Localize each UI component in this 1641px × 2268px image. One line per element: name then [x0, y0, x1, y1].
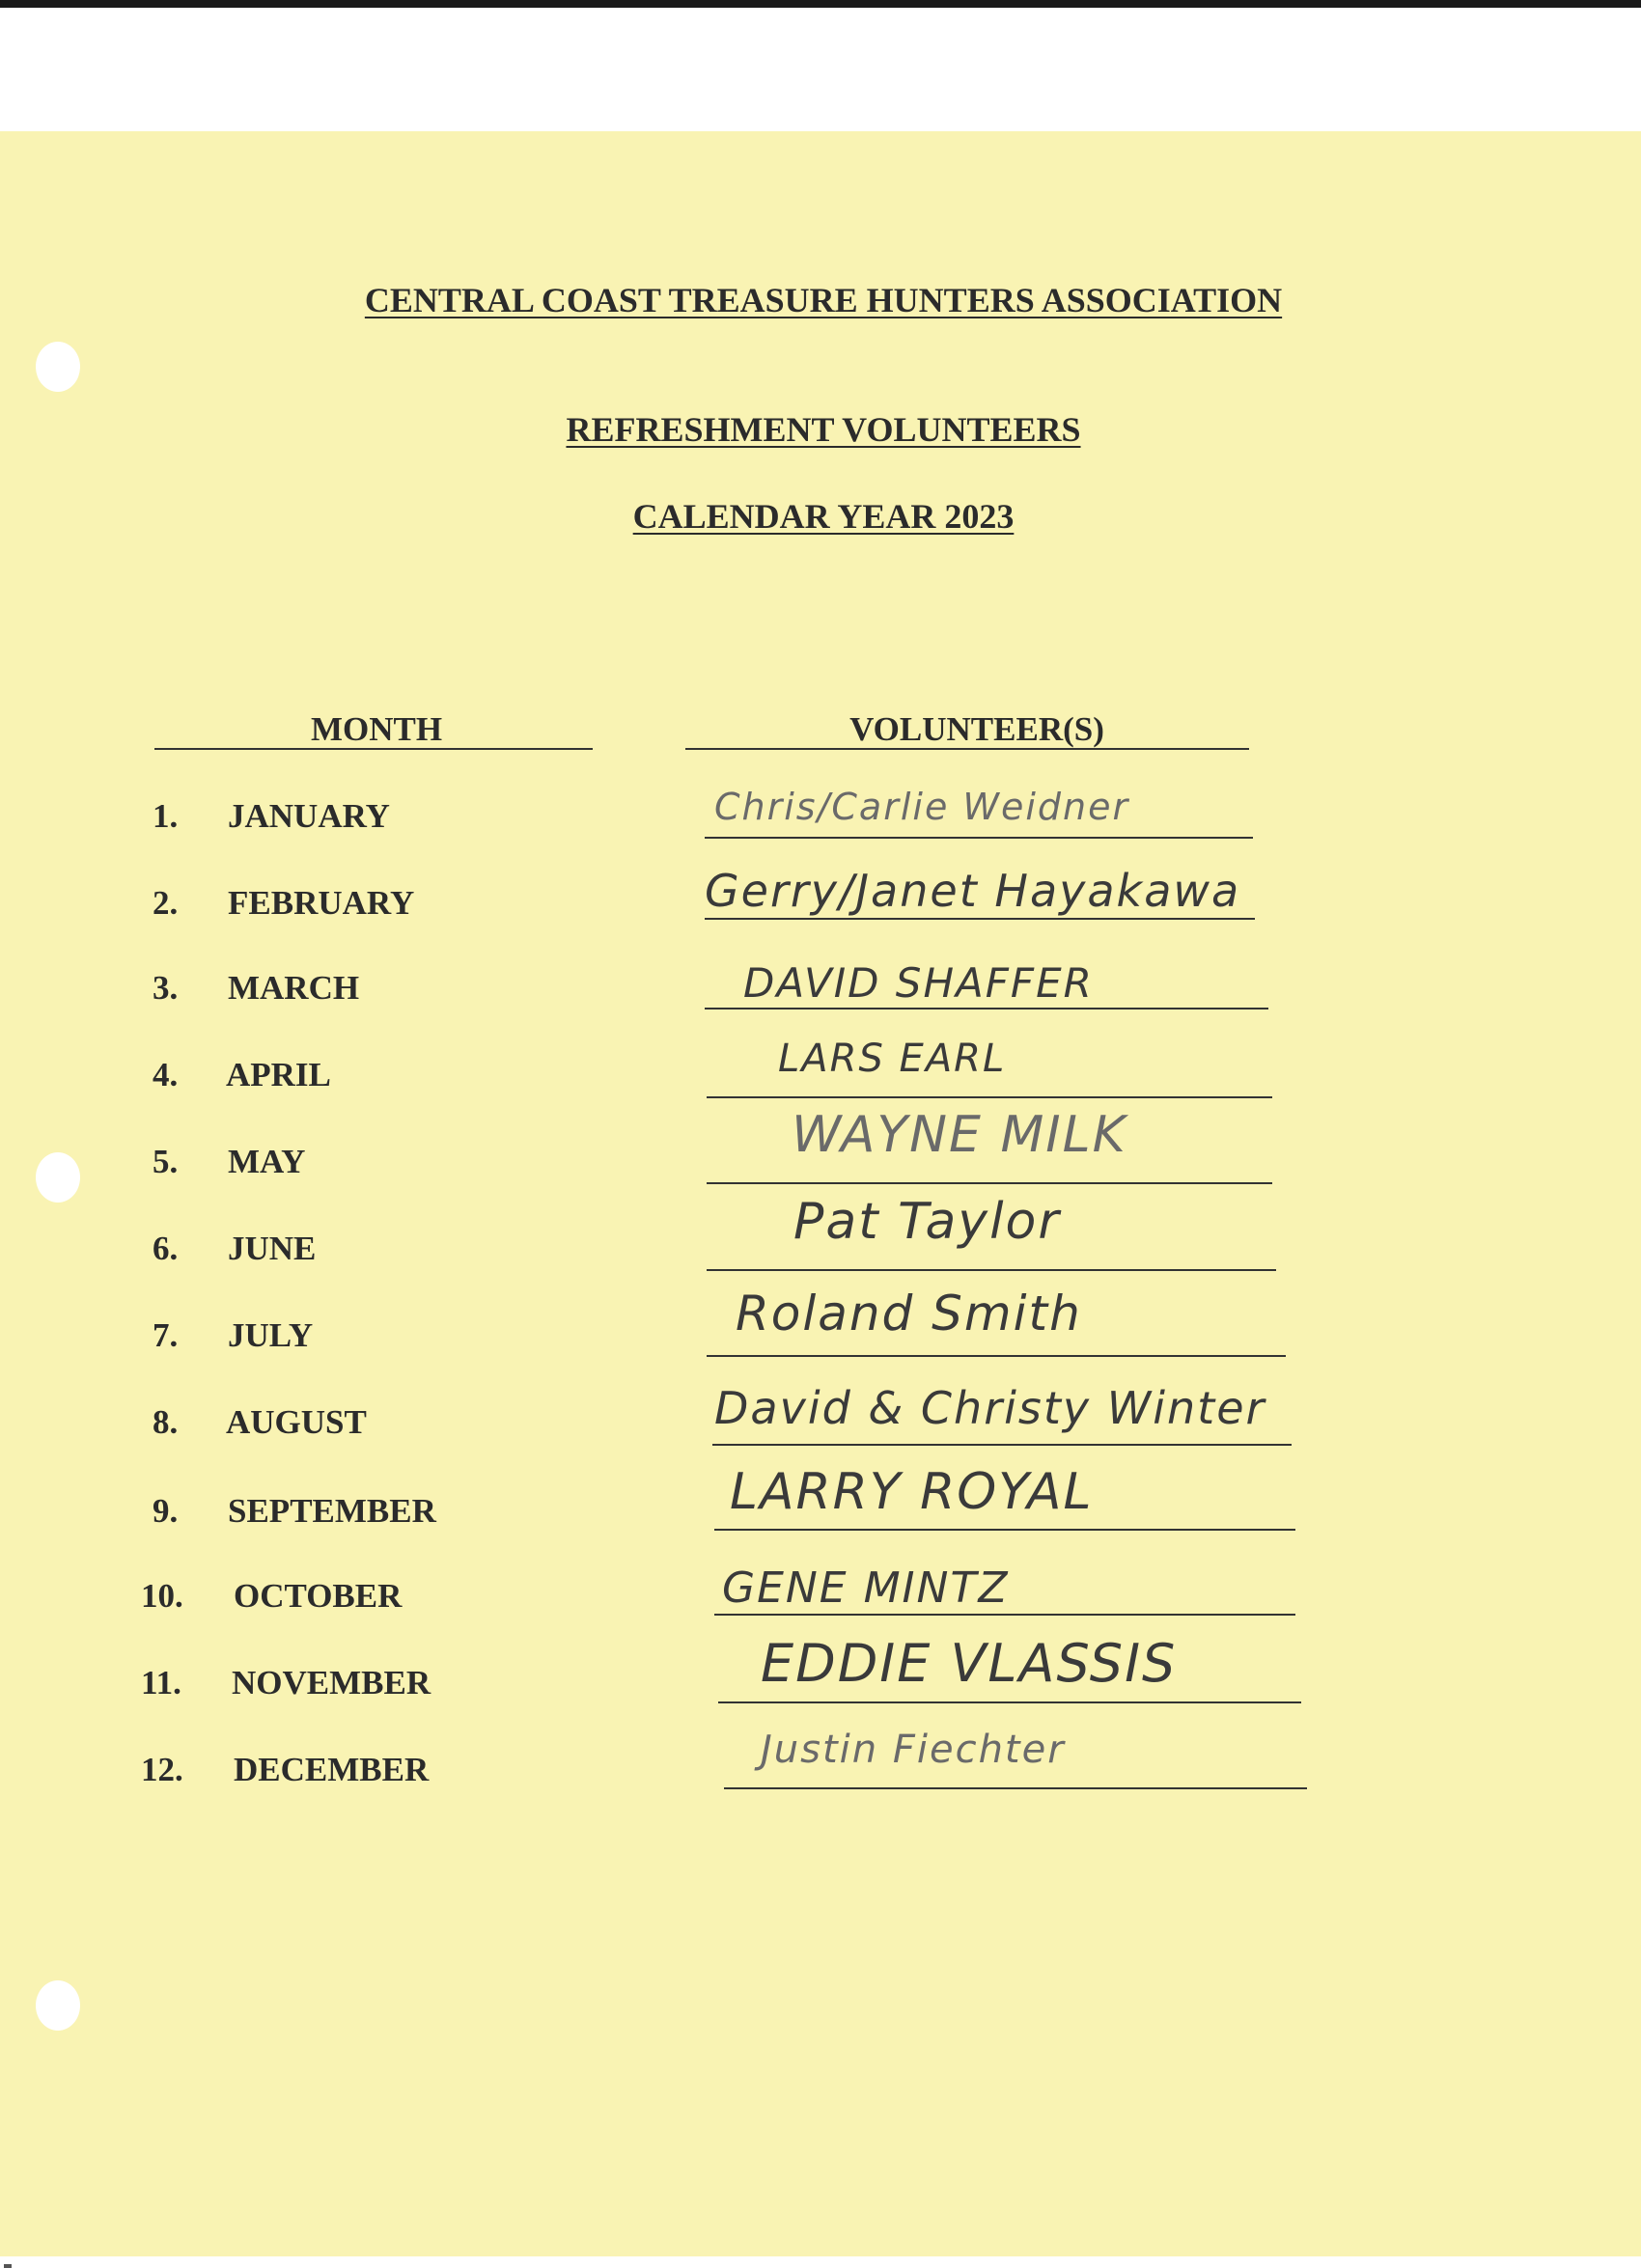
signature-line	[707, 1182, 1272, 1184]
volunteer-signature: LARS EARL	[778, 1037, 1007, 1081]
row-number: 7.	[153, 1316, 179, 1354]
signature-line	[705, 1008, 1268, 1010]
row-month: MARCH	[228, 969, 360, 1007]
row-month: FEBRUARY	[228, 884, 415, 922]
volunteers-header-line	[685, 748, 1249, 750]
row-month: AUGUST	[226, 1403, 367, 1441]
row-month: DECEMBER	[234, 1751, 430, 1788]
volunteer-signature: David & Christy Winter	[714, 1382, 1266, 1434]
scan-edge-bar	[0, 0, 1641, 8]
volunteer-signature: LARRY ROYAL	[730, 1463, 1094, 1521]
month-column-header: MONTH	[310, 710, 443, 748]
volunteer-signature: Chris/Carlie Weidner	[714, 786, 1130, 828]
row-number: 5.	[153, 1143, 179, 1180]
volunteer-signature: DAVID SHAFFER	[743, 959, 1094, 1007]
punch-hole-top	[36, 342, 80, 392]
signature-line	[724, 1787, 1307, 1789]
row-month: NOVEMBER	[232, 1664, 431, 1701]
signature-line	[707, 1355, 1286, 1357]
volunteer-signature: GENE MINTZ	[722, 1563, 1010, 1613]
row-number: 12.	[141, 1751, 183, 1788]
row-month: JULY	[228, 1316, 314, 1354]
row-number: 10.	[141, 1577, 183, 1615]
row-number: 3.	[153, 969, 179, 1007]
signature-line	[705, 837, 1253, 839]
signature-line	[714, 1529, 1295, 1531]
punch-hole-middle	[36, 1152, 80, 1203]
row-number: 6.	[153, 1230, 179, 1267]
volunteer-sheet	[0, 131, 1641, 2256]
row-number: 4.	[153, 1056, 179, 1093]
volunteer-signature: Gerry/Janet Hayakawa	[705, 865, 1241, 917]
signature-line	[714, 1614, 1295, 1616]
signature-line	[712, 1444, 1292, 1446]
volunteer-signature: EDDIE VLASSIS	[761, 1633, 1178, 1694]
row-month: MAY	[228, 1143, 306, 1180]
signature-line	[705, 918, 1255, 920]
row-month: OCTOBER	[234, 1577, 403, 1615]
signature-line	[707, 1096, 1272, 1098]
row-number: 1.	[153, 797, 179, 835]
scan-edge-mark	[4, 2264, 12, 2268]
row-month: JANUARY	[228, 797, 390, 835]
row-number: 9.	[153, 1492, 179, 1530]
row-number: 11.	[141, 1664, 181, 1701]
volunteer-signature: Pat Taylor	[793, 1193, 1061, 1251]
row-month: APRIL	[226, 1056, 331, 1093]
row-number: 8.	[153, 1403, 179, 1441]
organization-heading: CENTRAL COAST TREASURE HUNTERS ASSOCIATION	[364, 281, 1283, 319]
volunteer-signature: WAYNE MILK	[792, 1106, 1127, 1164]
signature-line	[718, 1701, 1301, 1703]
punch-hole-bottom	[36, 1980, 80, 2031]
row-month: JUNE	[228, 1230, 317, 1267]
volunteer-signature: Justin Fiechter	[761, 1728, 1066, 1772]
document-title: REFRESHMENT VOLUNTEERS	[566, 410, 1081, 449]
row-number: 2.	[153, 884, 179, 922]
volunteers-column-header: VOLUNTEER(S)	[849, 710, 1104, 748]
document-subtitle: CALENDAR YEAR 2023	[632, 497, 1015, 536]
row-month: SEPTEMBER	[228, 1492, 436, 1530]
volunteer-signature: Roland Smith	[736, 1286, 1082, 1341]
signature-line	[707, 1269, 1276, 1271]
month-header-line	[154, 748, 593, 750]
